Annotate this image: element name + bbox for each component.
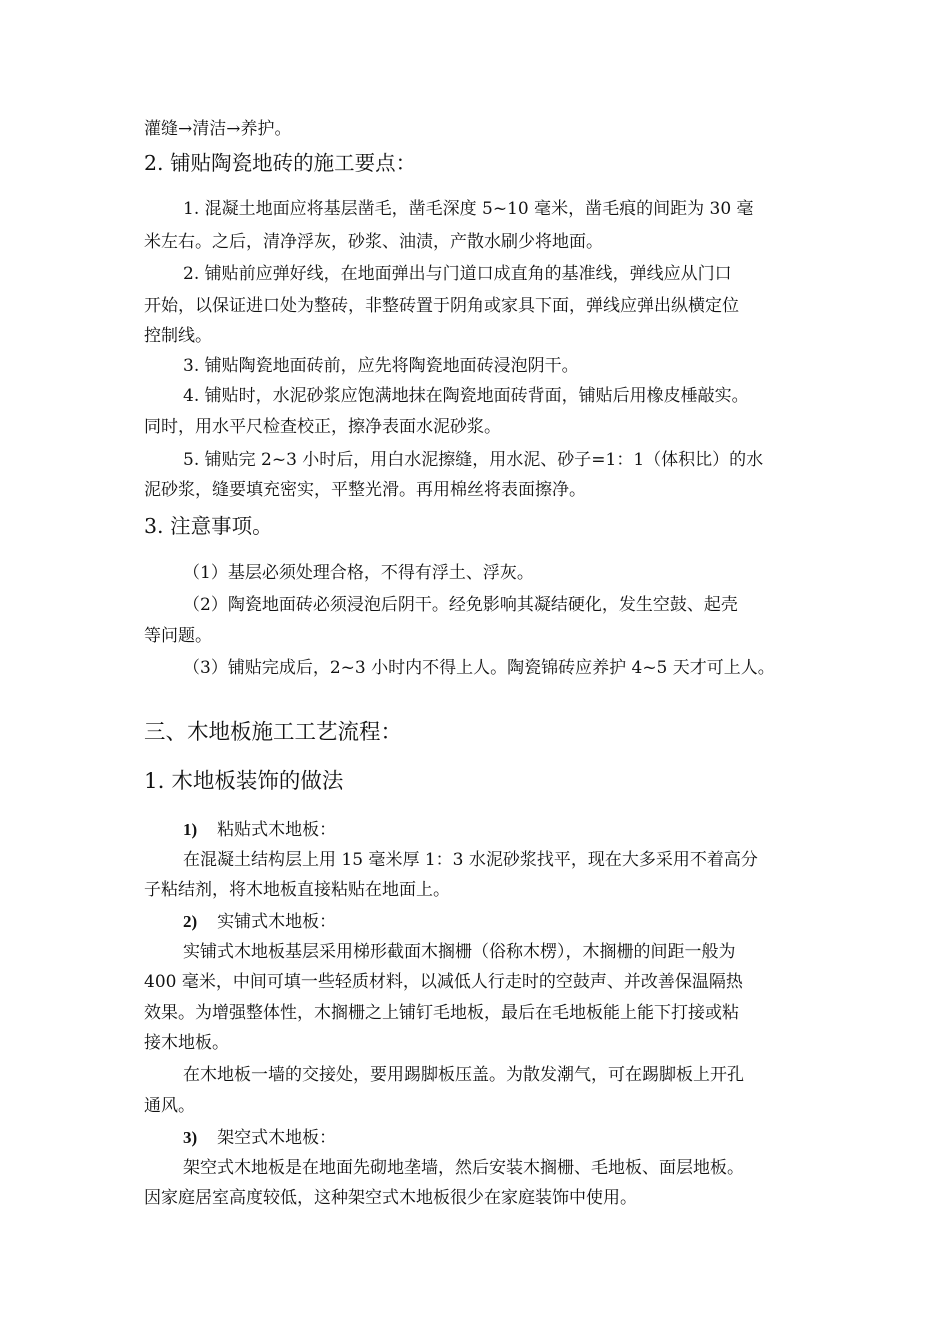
paragraph-line: 子粘结剂，将木地板直接粘贴在地面上。 [144,880,450,900]
paragraph-line: （2）陶瓷地面砖必须浸泡后阴干。经免影响其凝结硬化，发生空鼓、起壳 [183,595,738,615]
section-heading: 1. 木地板装饰的做法 [144,769,344,794]
paragraph-line: 架空式木地板是在地面先砌地垄墙，然后安装木搁栅、毛地板、面层地板。 [183,1158,744,1178]
paragraph-line: 5. 铺贴完 2~3 小时后，用白水泥擦缝，用水泥、砂子=1：1（体积比）的水 [183,450,764,470]
paragraph-line: 在木地板一墙的交接处，要用踢脚板压盖。为散发潮气，可在踢脚板上开孔 [183,1065,744,1085]
paragraph-line: 开始，以保证进口处为整砖，非整砖置于阴角或家具下面，弹线应弹出纵横定位 [144,296,739,316]
item-number: 3) [183,1128,198,1147]
paragraph-line: 1. 混凝土地面应将基层凿毛，凿毛深度 5~10 毫米，凿毛痕的间距为 30 毫 [183,199,754,219]
paragraph-line: 实铺式木地板基层采用梯形截面木搁栅（俗称木楞），木搁栅的间距一般为 [183,942,736,962]
paragraph-line: 泥砂浆，缝要填充密实，平整光滑。再用棉丝将表面擦净。 [144,480,586,500]
subheading [183,818,853,842]
paragraph-line: 等问题。 [144,626,212,646]
paragraph-line: （3）铺贴完成后，2~3 小时内不得上人。陶瓷锦砖应养护 4~5 天才可上人。 [183,658,775,678]
paragraph-line: 效果。为增强整体性，木搁栅之上铺钉毛地板，最后在毛地板能上能下打接或粘 [144,1003,739,1023]
paragraph-line: 控制线。 [144,326,212,346]
subheading-text: 架空式木地板： [217,1128,337,1148]
paragraph-line: 2. 铺贴前应弹好线，在地面弹出与门道口成直角的基准线，弹线应从门口 [183,264,732,284]
paragraph-line: （1）基层必须处理合格，不得有浮土、浮灰。 [183,563,534,583]
paragraph-line: 接木地板。 [144,1033,229,1053]
subheading [183,1126,853,1150]
paragraph-line: 因家庭居室高度较低，这种架空式木地板很少在家庭装饰中使用。 [144,1188,637,1208]
paragraph-line: 灌缝→清洁→养护。 [144,119,292,139]
paragraph-line: 通风。 [144,1096,195,1116]
chapter-heading: 三、木地板施工工艺流程： [144,720,403,745]
item-number: 2) [183,912,198,931]
paragraph-line: 3. 铺贴陶瓷地面砖前，应先将陶瓷地面砖浸泡阴干。 [183,356,579,376]
subheading [183,910,853,934]
paragraph-line: 400 毫米，中间可填一些轻质材料，以减低人行走时的空鼓声、并改善保温隔热 [144,972,743,992]
paragraph-line: 米左右。之后，清净浮灰，砂浆、油渍，产散水刷少将地面。 [144,232,603,252]
subheading-text: 实铺式木地板： [217,912,337,932]
subheading-text: 粘贴式木地板： [217,820,337,840]
item-number: 1) [183,820,198,839]
section-heading: 3. 注意事项。 [144,514,273,538]
paragraph-line: 在混凝土结构层上用 15 毫米厚 1：3 水泥砂浆找平，现在大多采用不着高分 [183,850,758,870]
section-heading: 2. 铺贴陶瓷地砖的施工要点： [144,151,417,175]
paragraph-line: 同时，用水平尺检查校正，擦净表面水泥砂浆。 [144,417,501,437]
paragraph-line: 4. 铺贴时，水泥砂浆应饱满地抹在陶瓷地面砖背面，铺贴后用橡皮棰敲实。 [183,386,749,406]
